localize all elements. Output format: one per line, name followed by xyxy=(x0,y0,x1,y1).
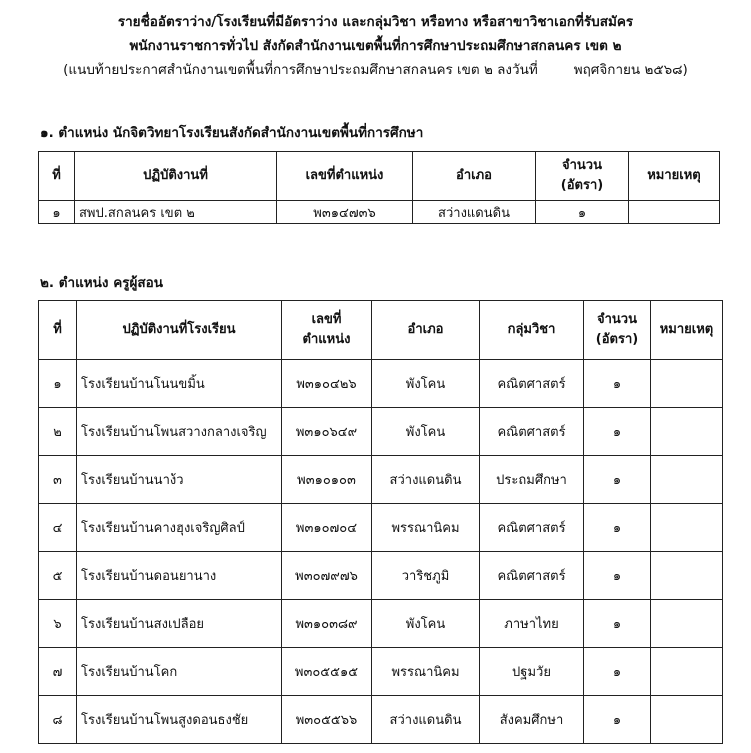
cell-no: ๘ xyxy=(39,696,77,744)
cell-remark xyxy=(651,600,723,648)
document-header xyxy=(0,10,751,82)
cell-school: โรงเรียนบ้านโนนขมิ้น xyxy=(77,360,282,408)
header-line-3-prefix: (แนบท้ายประกาศสำนักงานเขตพื้นที่การศึกษาประถมศึกษาสกลนคร เขต ๒ ลงวันที่ xyxy=(63,62,538,78)
table-row xyxy=(39,552,723,600)
cell-remark xyxy=(651,456,723,504)
col-workplace: ปฏิบัติงานที่ xyxy=(75,152,277,201)
table-row xyxy=(39,201,720,224)
cell-subject: คณิตศาสตร์ xyxy=(480,552,584,600)
col-position-no: เลขที่ ตำแหน่ง xyxy=(282,301,372,360)
cell-position-no: พ๓๑๐๖๔๙ xyxy=(282,408,372,456)
section-2-table xyxy=(38,300,723,744)
cell-remark xyxy=(651,504,723,552)
cell-remark xyxy=(651,360,723,408)
section-1-title: ๑. ตำแหน่ง นักจิตวิทยาโรงเรียนสังกัดสำนักงานเขตพื้นที่การศึกษา xyxy=(40,125,424,141)
cell-position-no: พ๓๐๕๕๑๕ xyxy=(282,648,372,696)
cell-no: ๔ xyxy=(39,504,77,552)
col-school: ปฏิบัติงานที่โรงเรียน xyxy=(77,301,282,360)
cell-remark xyxy=(629,201,720,224)
col-district: อำเภอ xyxy=(413,152,536,201)
cell-school: โรงเรียนบ้านดอนยานาง xyxy=(77,552,282,600)
table-row xyxy=(39,456,723,504)
col-no: ที่ xyxy=(39,301,77,360)
col-position-no: เลขที่ตำแหน่ง xyxy=(277,152,413,201)
cell-subject: คณิตศาสตร์ xyxy=(480,360,584,408)
cell-position-no: พ๓๑๐๗๐๔ xyxy=(282,504,372,552)
cell-district: สว่างแดนดิน xyxy=(372,696,480,744)
header-line-2: พนักงานราชการทั่วไป สังกัดสำนักงานเขตพื้นที่การศึกษาประถมศึกษาสกลนคร เขต ๒ xyxy=(129,38,622,54)
section-2-title: ๒. ตำแหน่ง ครูผู้สอน xyxy=(40,275,163,291)
cell-count: ๑ xyxy=(584,456,651,504)
table-header-row xyxy=(39,301,723,360)
cell-district: สว่างแดนดิน xyxy=(413,201,536,224)
cell-district: พังโคน xyxy=(372,360,480,408)
cell-no: ๗ xyxy=(39,648,77,696)
cell-subject: สังคมศึกษา xyxy=(480,696,584,744)
table-row xyxy=(39,504,723,552)
cell-subject: ภาษาไทย xyxy=(480,600,584,648)
cell-district: พังโคน xyxy=(372,600,480,648)
table-row xyxy=(39,600,723,648)
cell-remark xyxy=(651,696,723,744)
cell-no: ๑ xyxy=(39,201,75,224)
cell-remark xyxy=(651,408,723,456)
cell-school: โรงเรียนบ้านโพนสวางกลางเจริญ xyxy=(77,408,282,456)
table-row xyxy=(39,696,723,744)
col-remark: หมายเหตุ xyxy=(651,301,723,360)
col-no: ที่ xyxy=(39,152,75,201)
cell-workplace: สพป.สกลนคร เขต ๒ xyxy=(75,201,277,224)
cell-remark xyxy=(651,648,723,696)
cell-no: ๓ xyxy=(39,456,77,504)
cell-school: โรงเรียนบ้านสงเปลือย xyxy=(77,600,282,648)
cell-count: ๑ xyxy=(584,360,651,408)
cell-subject: คณิตศาสตร์ xyxy=(480,408,584,456)
cell-count: ๑ xyxy=(584,504,651,552)
cell-no: ๖ xyxy=(39,600,77,648)
cell-district: สว่างแดนดิน xyxy=(372,456,480,504)
cell-position-no: พ๓๑๐๔๒๖ xyxy=(282,360,372,408)
cell-position-no: พ๓๑๐๓๘๙ xyxy=(282,600,372,648)
cell-school: โรงเรียนบ้านโคก xyxy=(77,648,282,696)
col-district: อำเภอ xyxy=(372,301,480,360)
cell-count: ๑ xyxy=(584,600,651,648)
cell-district: พรรณานิคม xyxy=(372,648,480,696)
cell-district: พังโคน xyxy=(372,408,480,456)
table-row xyxy=(39,648,723,696)
cell-school: โรงเรียนบ้านคางฮุงเจริญศิลป์ xyxy=(77,504,282,552)
cell-no: ๑ xyxy=(39,360,77,408)
col-subject: กลุ่มวิชา xyxy=(480,301,584,360)
header-line-1: รายชื่ออัตราว่าง/โรงเรียนที่มีอัตราว่าง และกลุ่มวิชา หรือทาง หรือสาขาวิชาเอกที่รับสมัคร xyxy=(117,14,634,30)
cell-subject: ประถมศึกษา xyxy=(480,456,584,504)
cell-count: ๑ xyxy=(584,408,651,456)
cell-count: ๑ xyxy=(584,696,651,744)
cell-district: วาริชภูมิ xyxy=(372,552,480,600)
cell-count: ๑ xyxy=(584,648,651,696)
col-remark: หมายเหตุ xyxy=(629,152,720,201)
header-line-3 xyxy=(0,58,751,82)
cell-school: โรงเรียนบ้านนาง้ว xyxy=(77,456,282,504)
section-1-table xyxy=(38,151,720,224)
cell-position-no: พ๓๑๐๑๐๓ xyxy=(282,456,372,504)
cell-count: ๑ xyxy=(536,201,629,224)
table-row xyxy=(39,360,723,408)
header-line-3-suffix: พฤศจิกายน ๒๕๖๘) xyxy=(573,62,688,78)
cell-no: ๕ xyxy=(39,552,77,600)
cell-no: ๒ xyxy=(39,408,77,456)
cell-subject: คณิตศาสตร์ xyxy=(480,504,584,552)
cell-position-no: พ๓๑๔๗๓๖ xyxy=(277,201,413,224)
cell-remark xyxy=(651,552,723,600)
cell-district: พรรณานิคม xyxy=(372,504,480,552)
table-header-row xyxy=(39,152,720,201)
col-count: จำนวน (อัตรา) xyxy=(584,301,651,360)
cell-school: โรงเรียนบ้านโพนสูงดอนธงชัย xyxy=(77,696,282,744)
table-row xyxy=(39,408,723,456)
cell-subject: ปฐมวัย xyxy=(480,648,584,696)
cell-count: ๑ xyxy=(584,552,651,600)
cell-position-no: พ๓๐๕๕๖๖ xyxy=(282,696,372,744)
col-count: จำนวน (อัตรา) xyxy=(536,152,629,201)
cell-position-no: พ๓๐๗๙๗๖ xyxy=(282,552,372,600)
